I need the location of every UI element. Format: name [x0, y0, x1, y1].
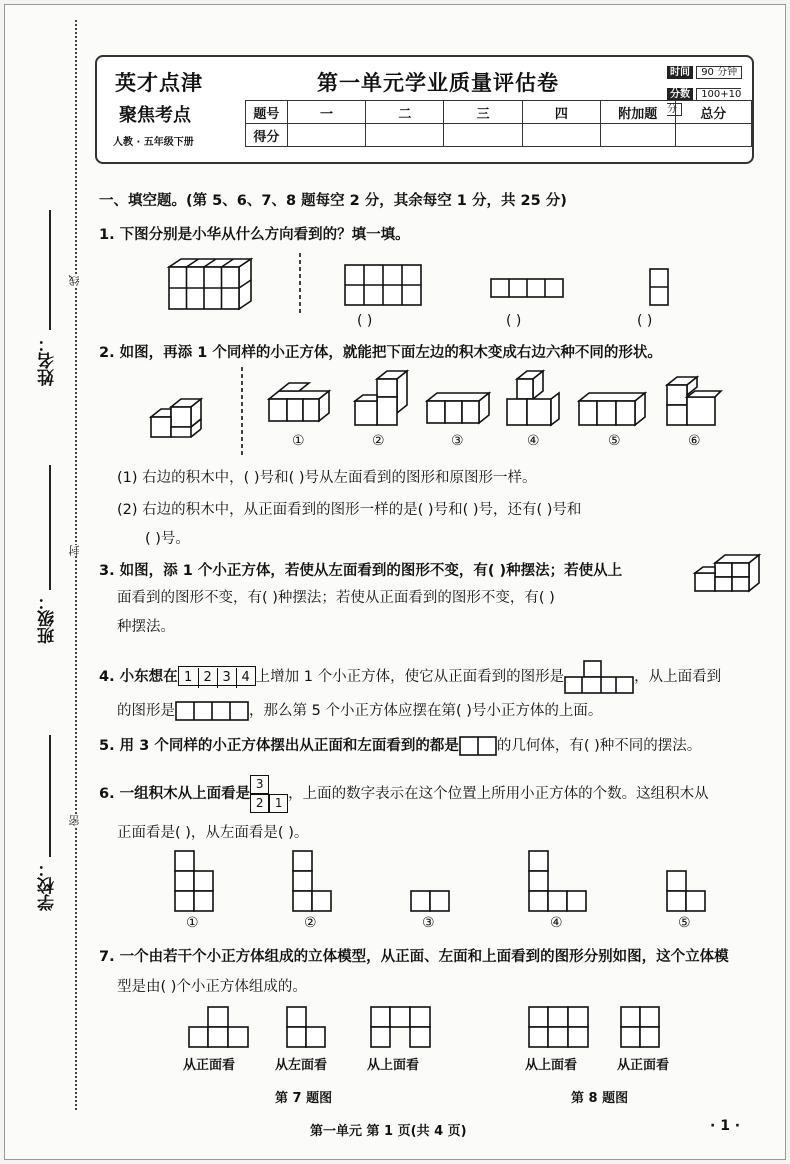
q1-answer-a[interactable]: ( ) [357, 313, 373, 329]
q6-option-2 [291, 849, 333, 913]
name-label: 姓名： [38, 335, 58, 386]
q2-option-1 [263, 383, 343, 431]
q3-blocks [689, 553, 769, 597]
section-heading: 一、填空题。(第 5、6、7、8 题每空 2 分，其余每空 1 分，共 25 分) [99, 193, 567, 209]
q2-text: 2. 如图，再添 1 个同样的小正方体，就能把下面左边的积木变成右边六种不同的形状。 [99, 345, 662, 361]
q2-option-5 [575, 387, 655, 433]
time-tag: 时间 90 分钟 [667, 63, 742, 78]
q1-view-a [343, 263, 423, 307]
q4-line1: 4. 小东想在 1 2 3 4 上增加 1 个小正方体，使它从正面看到的图形是 ，从上面看到 [99, 660, 721, 694]
score-table: 题号 一 二 三 四 附加题 总分 得分 [245, 100, 752, 147]
q6-label-2: ② [304, 915, 317, 931]
q1-divider [295, 253, 305, 315]
score-cell-4[interactable] [522, 124, 600, 147]
q7-front-caption: 从正面看 [183, 1058, 236, 1073]
edition-label: 人教 · 五年级下册 [113, 137, 194, 148]
q2-label-4: ④ [527, 433, 540, 449]
q7-top-caption: 从上面看 [367, 1058, 420, 1073]
fig8-caption: 第 8 题图 [571, 1091, 629, 1106]
score-cell-2[interactable] [366, 124, 444, 147]
q1-answer-b[interactable]: ( ) [506, 313, 522, 329]
q7-line2[interactable]: 型是由( )个小正方体组成的。 [117, 979, 307, 995]
q6-line2[interactable]: 正面看是( )，从左面看是( )。 [117, 825, 309, 841]
q6-line1: 6. 一组积木从上面看是 3 2 1 ，上面的数字表示在这个位置上所用小正方体的个数。这组积木从 [99, 775, 709, 813]
q2-sub2b[interactable]: ( )号。 [145, 531, 190, 547]
q1-answer-c[interactable]: ( ) [637, 313, 653, 329]
q2-option-4 [503, 371, 573, 433]
q1-text: 1. 下图分别是小华从什么方向看到的？填一填。 [99, 227, 410, 243]
exam-title: 第一单元学业质量评估卷 [317, 71, 559, 95]
score-cell-3[interactable] [444, 124, 522, 147]
q5-view [459, 736, 497, 756]
score-cell-extra[interactable] [601, 124, 675, 147]
q7-top-view [369, 1005, 433, 1051]
exam-page [4, 4, 786, 1160]
q1-view-b [489, 277, 569, 301]
q3-line1[interactable]: 3. 如图，添 1 个小正方体，若使从左面看到的图形不变，有( )种摆法；若使从上 [99, 563, 623, 579]
class-label: 班级： [38, 593, 58, 644]
score-tag: 分数 100+10 分 [667, 89, 742, 115]
q2-original-blocks [145, 397, 215, 447]
q3-line3: 种摆法。 [117, 619, 175, 635]
class-line [49, 465, 51, 590]
q2-option-6 [663, 377, 733, 433]
q1-solid-figure [161, 255, 261, 315]
q2-option-2 [351, 371, 421, 431]
q2-sub2a[interactable]: (2) 右边的积木中，从正面看到的图形一样的是( )号和( )号，还有( )号和 [117, 502, 582, 518]
q2-label-6: ⑥ [688, 433, 701, 449]
fig7-caption: 第 7 题图 [275, 1091, 333, 1106]
q6-option-3 [409, 889, 451, 913]
q2-label-1: ① [292, 433, 305, 449]
seal-mark-feng: 封 [68, 545, 81, 556]
q1-view-c [648, 267, 672, 307]
seal-mark-mi: 密 [68, 815, 81, 826]
q7-line1: 7. 一个由若干个小正方体组成的立体模型，从正面、左面和上面看到的图形分别如图，这个立体模 [99, 949, 729, 965]
school-line [49, 735, 51, 857]
q7-left-caption: 从左面看 [275, 1058, 328, 1073]
seal-mark-line: 线 [68, 275, 81, 286]
name-line [49, 210, 51, 330]
q6-label-4: ④ [550, 915, 563, 931]
page-footer: 第一单元 第 1 页(共 4 页) [310, 1124, 467, 1139]
page-number: · 1 · [710, 1118, 741, 1134]
q5-line[interactable]: 5. 用 3 个同样的小正方体摆出从正面和左面看到的都是 的几何体，有( )种不同的摆法。 [99, 738, 702, 754]
q6-label-3: ③ [422, 915, 435, 931]
q6-option-5 [665, 869, 707, 913]
q4-front-view [564, 660, 634, 694]
q8-front-view [619, 1005, 663, 1051]
q4-top-view [175, 701, 249, 721]
q4-numbered-row: 1 2 3 4 [178, 666, 256, 686]
q2-label-3: ③ [451, 433, 464, 449]
exam-header [95, 55, 754, 164]
q3-line2[interactable]: 面看到的图形不变，有( )种摆法；若使从正面看到的图形不变，有( ) [117, 590, 555, 606]
q8-top-caption: 从上面看 [525, 1058, 578, 1073]
q6-label-5: ⑤ [678, 915, 691, 931]
score-cell-1[interactable] [287, 124, 365, 147]
q2-label-5: ⑤ [608, 433, 621, 449]
q2-divider [237, 367, 247, 457]
brand-subtitle: 聚焦考点 [119, 105, 191, 126]
brand-title: 英才点津 [115, 71, 203, 95]
q6-option-4 [527, 849, 591, 913]
q7-front-view [187, 1005, 251, 1051]
binding-dotted-line [75, 20, 77, 1110]
q8-top-view [527, 1005, 591, 1051]
q2-label-2: ② [372, 433, 385, 449]
score-cell-total[interactable] [675, 124, 751, 147]
q4-line2[interactable]: 的图形是 ，那么第 5 个小正方体应摆在第( )号小正方体的上面。 [117, 703, 603, 719]
q8-front-caption: 从正面看 [617, 1058, 670, 1073]
q7-left-view [285, 1005, 329, 1051]
q6-label-1: ① [186, 915, 199, 931]
school-label: 学校： [38, 860, 58, 911]
q2-sub1[interactable]: (1) 右边的积木中，( )号和( )号从左面看到的图形和原图形一样。 [117, 470, 537, 486]
q2-option-3 [423, 385, 503, 431]
q6-top-grid: 3 2 1 [250, 775, 288, 813]
q6-option-1 [173, 849, 215, 913]
